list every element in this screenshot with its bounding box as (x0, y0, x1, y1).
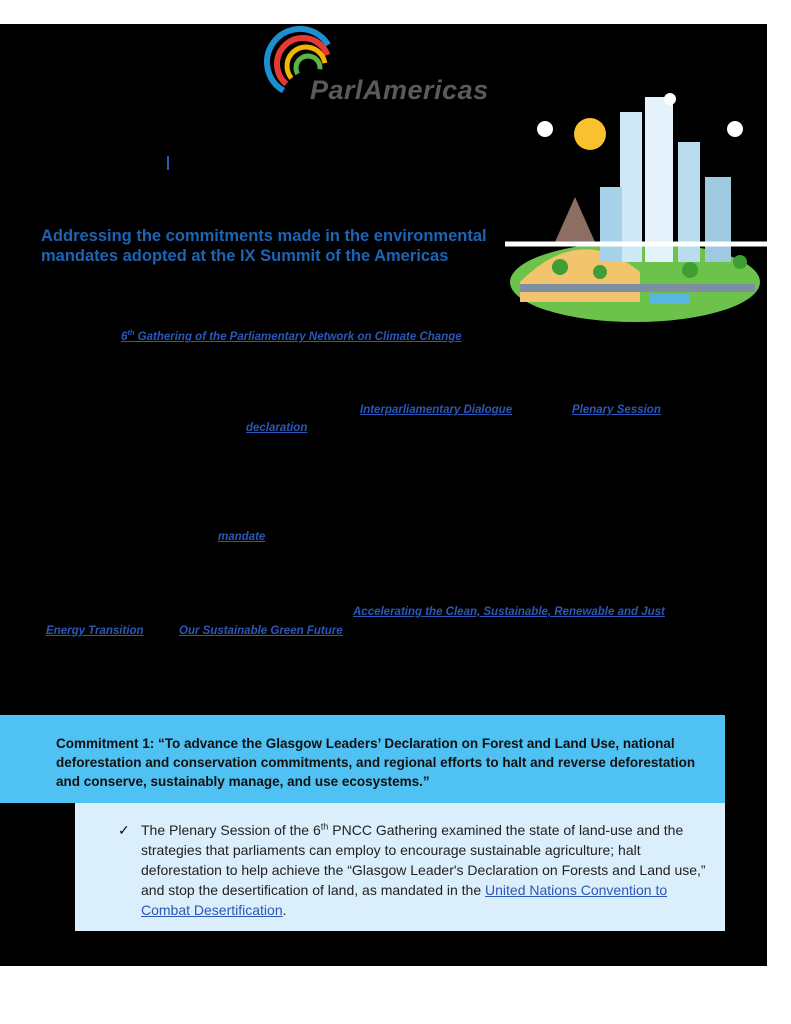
energy-transition-link-line1[interactable]: Accelerating the Clean, Sustainable, Renewable and Just (353, 606, 665, 618)
green-future-link[interactable]: Our Sustainable Green Future (179, 625, 343, 637)
commitment-text: Commitment 1: “To advance the Glasgow Leaders’ Declaration on Forest and Land Use, national deforestation and conservation commitments, and regional efforts to halt and reverse deforestation and conserve, sustainably manage, and use ecosystems.” (56, 736, 696, 789)
gathering-link[interactable]: 6th Gathering of the Parliamentary Network on Climate Change (121, 328, 462, 343)
text-cursor-bar (167, 156, 169, 170)
sustainable-city-illustration (500, 72, 770, 332)
unccd-link[interactable]: United Nations Convention to Combat Desertification (141, 882, 668, 918)
mandate-link[interactable]: mandate (218, 531, 266, 543)
declaration-link[interactable]: declaration (246, 422, 308, 434)
logo-text: ParlAmericas (310, 75, 489, 105)
energy-transition-link-line2[interactable]: Energy Transition (46, 625, 144, 637)
page-heading: Addressing the commitments made in the environmental mandates adopted at the IX Summit of the Americas (41, 227, 487, 265)
plenary-session-link[interactable]: Plenary Session (572, 404, 661, 416)
interparliamentary-dialogue-link[interactable]: Interparliamentary Dialogue (360, 404, 513, 416)
check-icon: ✓ (118, 822, 130, 838)
commitment-detail-text: The Plenary Session of the 6th PNCC Gathering examined the state of land-use and the strategies that parliaments can employ to encourage sustainable agriculture; halt deforestation to help achieve the “Glasgow Leader's Declaration on Forests and Land use,” and stop the desertification of land, as mandated in the United Nations Convention to Combat Desertification. (141, 821, 706, 918)
